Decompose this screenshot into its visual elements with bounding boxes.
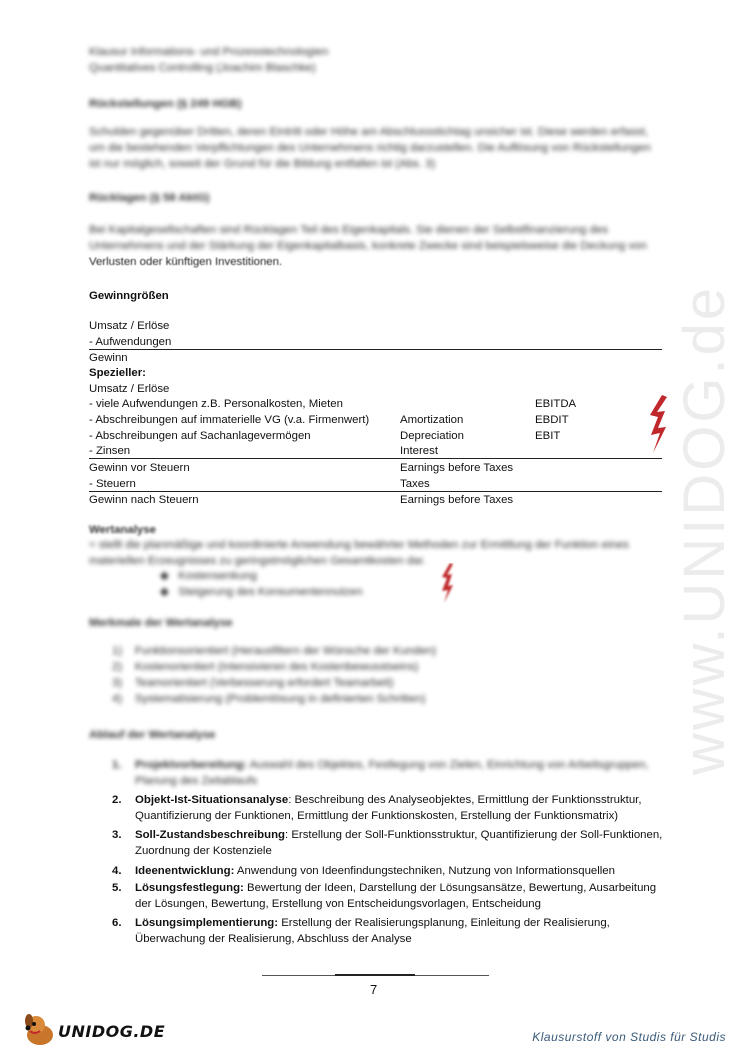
page-number: 7 (370, 982, 378, 997)
gewinn-row-abbr: EBITDA (535, 398, 577, 410)
merkmale-list (112, 643, 436, 707)
merkmale-title: Merkmale der Wertanalyse (89, 617, 233, 629)
header-line-2: Quantitatives Controlling (Joachim Blaschke) (89, 62, 316, 74)
gewinn-gewinn: Gewinn (89, 352, 128, 364)
gewinn-row-abbr: EBIT (535, 430, 561, 442)
wertanalyse-title: Wertanalyse (89, 524, 156, 536)
dog-logo-icon (22, 1013, 58, 1047)
lightning-icon (648, 395, 668, 453)
gewinn-title: Gewinngrößen (89, 290, 169, 302)
merkmal-item: 4) Systematisierung (Problemlösung in definierten Schritten) (112, 693, 426, 705)
ruecklagen-title: Rücklagen (§ 58 AktG) (89, 192, 210, 204)
wertanalyse-bullets (160, 568, 363, 600)
gewinn-umsatz: Umsatz / Erlöse (89, 320, 170, 332)
gewinn-aufwendungen: - Aufwendungen (89, 336, 172, 348)
divider (89, 349, 662, 350)
gewinn-vor-steuern: Gewinn vor Steuern (89, 462, 190, 474)
gewinn-nach-steuern-en: Earnings before Taxes (400, 494, 514, 506)
header-line-1: Klausur Informations- und Prozesstechnologien (89, 46, 329, 58)
gewinn-spezieller: Spezieller: (89, 367, 146, 379)
watermark: www.UNIDOG.de (672, 284, 737, 776)
ablauf-title: Ablauf der Wertanalyse (89, 729, 216, 741)
ruecklagen-line: Bei Kapitalgesellschaften sind Rücklagen Teil des Eigenkapitals. Sie dienen der Selbstfinanzierung des (89, 224, 609, 236)
ruecklagen-line: Unternehmens und der Stärkung der Eigenkapitalbasis, konkrete Zwecke sind beispielsweise die Deckung von (89, 240, 647, 252)
gewinn-row-en: Depreciation (400, 430, 464, 442)
ruecklagen-text (89, 222, 664, 270)
merkmal-item: 3) Teamorientiert (Verbesserung erfordert Teamarbeit) (112, 677, 394, 689)
rueckstellungen-line: um die bestehenden Verpflichtungen des Unternehmens richtig darzustellen. Die Auflösung von Rückstellungen (89, 142, 651, 154)
gewinn-steuern-en: Taxes (400, 478, 430, 490)
gewinn-row-de: - viele Aufwendungen z.B. Personalkosten, Mieten (89, 398, 343, 410)
document-header (89, 44, 328, 76)
gewinn-umsatz-2: Umsatz / Erlöse (89, 383, 170, 395)
bullet-item: ◆ Steigerung des Konsumentennutzen (160, 586, 363, 598)
gewinn-row-en: Interest (400, 445, 438, 457)
merkmal-item: 1) Funktionsorientiert (Herausfiltern der Wünsche der Kunden) (112, 645, 437, 657)
gewinn-nach-steuern: Gewinn nach Steuern (89, 494, 199, 506)
gewinn-vor-steuern-en: Earnings before Taxes (400, 462, 514, 474)
divider (89, 458, 662, 459)
logo-text: UNIDOG.DE (58, 1022, 166, 1041)
gewinn-row-abbr: EBDIT (535, 414, 569, 426)
wertanalyse-text: = stellt die planmäßige und koordinierte Anwendung bewährter Methoden zur Ermittlung der Funktion eines materiellen Erzeugnisses zu geringstmöglichen Gesamtkosten dar. (89, 539, 629, 567)
gewinn-steuern: - Steuern (89, 478, 136, 490)
gewinn-row-en: Amortization (400, 414, 464, 426)
rueckstellungen-line: Schulden gegenüber Dritten, deren Eintritt oder Höhe am Abschlussstichtag unsicher ist. Diese werden erfasst, (89, 126, 649, 138)
footer-line-accent (335, 974, 415, 976)
gewinn-row-de: - Abschreibungen auf immaterielle VG (v.a. Firmenwert) (89, 414, 370, 426)
merkmal-item: 2) Kostenorientiert (Intensivieren des Kostenbewusstseins) (112, 661, 419, 673)
gewinn-row-de: - Zinsen (89, 445, 131, 457)
ruecklagen-line: Verlusten oder künftigen Investitionen. (89, 256, 283, 268)
bullet-item: ◆ Kostensenkung (160, 570, 257, 582)
footer-tagline: Klausurstoff von Studis für Studis (532, 1030, 726, 1044)
rueckstellungen-title: Rückstellungen (§ 249 HGB) (89, 98, 242, 110)
lightning-icon (440, 563, 454, 603)
rueckstellungen-text (89, 124, 664, 172)
rueckstellungen-line: ist nur möglich, soweit der Grund für die Bildung entfallen ist (Abs. 3) (89, 158, 436, 170)
gewinn-row-de: - Abschreibungen auf Sachanlagevermögen (89, 430, 311, 442)
